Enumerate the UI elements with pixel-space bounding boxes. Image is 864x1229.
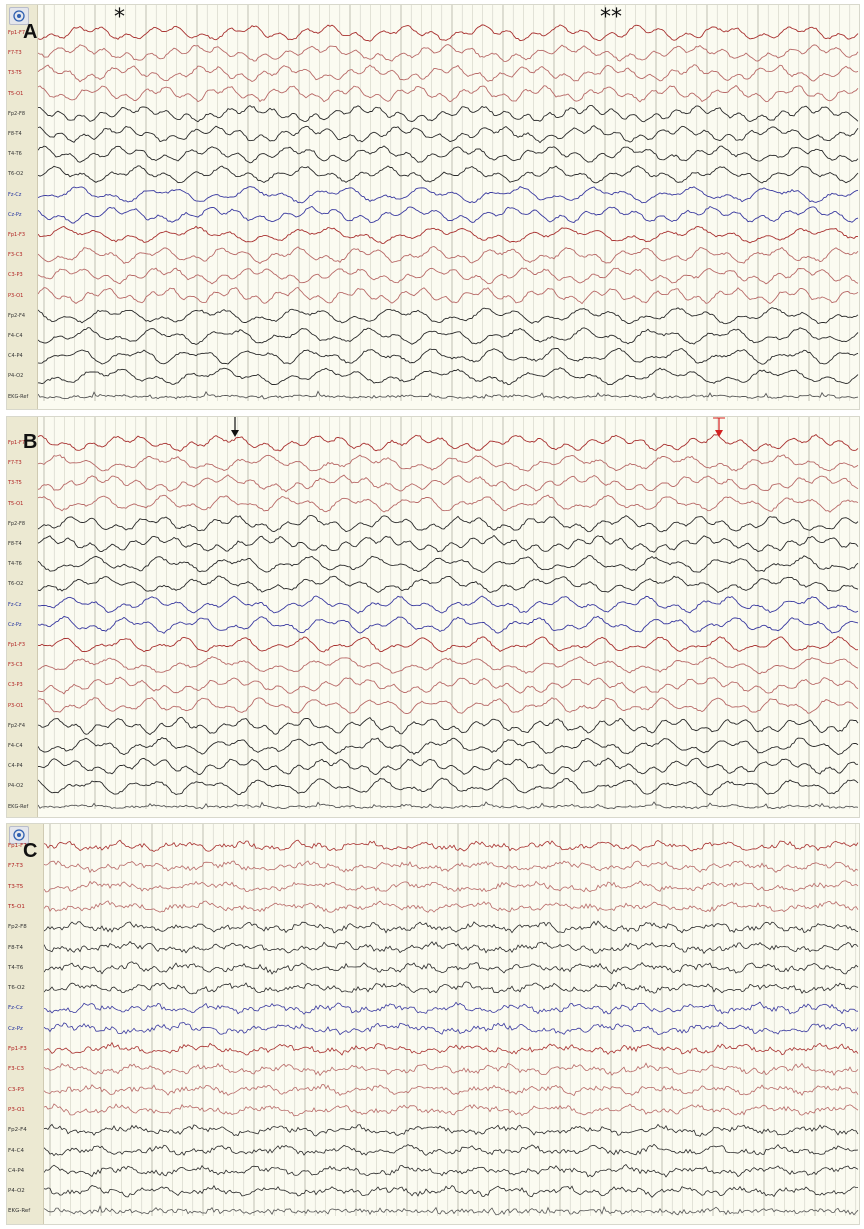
channel-label: Fp2-F8 [8,110,26,117]
channel-label: F3-C3 [8,252,23,259]
eeg-trace [38,391,858,399]
eeg-trace [44,1063,858,1075]
channel-label: EKG-Ref [8,393,29,400]
eeg-trace [38,495,858,512]
channel-label: C4-P4 [8,763,23,770]
eeg-trace [44,982,858,994]
red-arrow-marker [712,417,726,439]
eeg-trace [44,941,858,953]
eeg-trace [38,576,858,592]
channel-label: Fp1-F7 [8,843,27,849]
channel-label: F8-T4 [8,131,22,137]
channel-label: T5-O1 [8,903,25,910]
eeg-trace [44,901,858,912]
channel-label: EKG-Ref [8,1208,31,1215]
eeg-trace [44,881,858,892]
panel-label: A [23,21,38,43]
channel-label: Fz-Cz [8,191,22,198]
eeg-trace [44,962,858,974]
eeg-trace [38,677,858,694]
eeg-trace [44,1165,858,1177]
eeg-trace [38,556,858,573]
eeg-trace-svg [38,5,859,409]
eeg-trace [44,1124,858,1136]
channel-label: C3-P3 [8,682,23,689]
eeg-trace [38,247,858,264]
eeg-trace [38,268,858,284]
eeg-panel-a [6,4,860,410]
eeg-trace [38,778,858,795]
eeg-trace [44,921,858,933]
eeg-panel-c [6,823,860,1225]
eeg-trace [38,637,858,652]
eeg-trace [38,187,858,203]
eeg-trace [38,698,858,714]
eeg-trace [44,840,858,851]
channel-label: P3-O1 [8,702,24,709]
eeg-trace [38,435,858,452]
channel-label: Fp2-F4 [8,1127,27,1134]
channel-label: T5-O1 [8,500,24,507]
eeg-trace-area[interactable] [38,5,859,409]
channel-label: F7-T3 [8,460,22,467]
channel-label: Fz-Cz [8,601,22,608]
channel-label: T4-T6 [8,561,22,568]
channel-label: F3-C3 [8,662,23,669]
channel-label: F7-T3 [8,863,24,870]
eeg-trace [44,1104,858,1116]
eeg-trace [38,536,858,553]
eeg-trace [44,1043,858,1055]
channel-label: Fp2-F8 [8,924,27,931]
eeg-trace [38,657,858,674]
eeg-trace [38,288,858,304]
channel-label: Cz-Pz [8,211,22,218]
channel-label: T6-O2 [8,171,24,178]
eeg-trace [38,758,858,774]
asterisk-marker: * [114,5,125,30]
eeg-trace [38,86,858,102]
eeg-trace-area[interactable] [44,824,859,1224]
channel-label: P4-O2 [8,373,24,380]
eeg-trace [38,717,858,734]
channel-label: EKG-Ref [8,803,29,810]
eeg-trace [38,596,858,613]
channel-label: F4-C4 [8,333,23,339]
channel-sidebar [7,417,38,817]
channel-label: T3-T5 [8,70,22,77]
eeg-trace [38,226,858,243]
eeg-trace [38,308,858,324]
eeg-trace [44,1186,858,1198]
eeg-trace [44,1144,858,1155]
channel-label: C4-P4 [8,353,23,360]
eeg-trace-svg [38,417,859,817]
channel-label: P3-O1 [8,1106,25,1113]
eeg-trace-svg [44,824,859,1224]
channel-label: Fp1-F3 [8,1046,27,1052]
channel-label: T5-O1 [8,90,24,97]
channel-label: Fp1-F7 [8,440,26,446]
channel-label: P4-O2 [8,1188,25,1195]
channel-sidebar [7,824,44,1224]
eeg-panel-b [6,416,860,818]
channel-label: Fp2-F4 [8,722,26,729]
channel-label: F4-C4 [8,743,23,749]
channel-label: T6-O2 [8,581,24,588]
eeg-trace [38,616,858,633]
channel-label: Cz-Pz [8,1025,23,1032]
eeg-trace [44,861,858,872]
channel-label: Fp1-F7 [8,30,26,36]
black-arrow-marker [230,417,240,439]
channel-sidebar [7,5,38,409]
channel-label: T3-T5 [8,883,24,890]
channel-label: F7-T3 [8,50,22,57]
channel-label: T6-O2 [8,985,25,992]
channel-label: C3-P3 [8,1086,25,1093]
panel-label: B [23,431,38,453]
eeg-trace [38,348,858,364]
eeg-trace [38,328,858,345]
eeg-trace [38,516,858,532]
channel-label: Fz-Cz [8,1005,23,1012]
channel-label: F3-C3 [8,1066,24,1073]
eeg-trace [38,105,858,121]
channel-label: Fp1-F3 [8,232,26,238]
eeg-trace [44,1022,858,1034]
eeg-trace [44,1206,858,1214]
channel-label: T3-T5 [8,480,22,487]
eeg-trace [38,738,858,755]
eeg-trace [38,368,858,385]
channel-label: F8-T4 [8,541,22,547]
eeg-trace [44,1085,858,1096]
eeg-trace [38,455,858,471]
channel-label: Fp1-F3 [8,642,26,648]
eeg-trace [38,45,858,62]
eeg-trace [38,206,858,223]
eeg-trace [38,25,858,41]
eeg-trace [38,475,858,492]
channel-label: T4-T6 [8,151,22,158]
eeg-trace [38,65,858,82]
channel-label: P4-O2 [8,783,24,790]
eeg-trace [44,1002,858,1014]
double-asterisk-marker: ** [600,5,622,30]
channel-label: Cz-Pz [8,621,22,628]
eeg-trace-area[interactable] [38,417,859,817]
channel-label: C4-P4 [8,1167,25,1174]
eeg-trace [38,146,858,163]
channel-label: C3-P3 [8,272,23,279]
panel-label: C [23,840,38,862]
eeg-trace [38,802,858,809]
channel-label: P3-O1 [8,292,24,299]
channel-label: Fp2-F4 [8,312,26,319]
eeg-trace [38,166,858,183]
channel-label: F4-C4 [8,1147,24,1154]
channel-label: Fp2-F8 [8,520,26,527]
eeg-trace [38,126,858,143]
channel-label: T4-T6 [8,964,24,971]
channel-label: F8-T4 [8,944,24,951]
